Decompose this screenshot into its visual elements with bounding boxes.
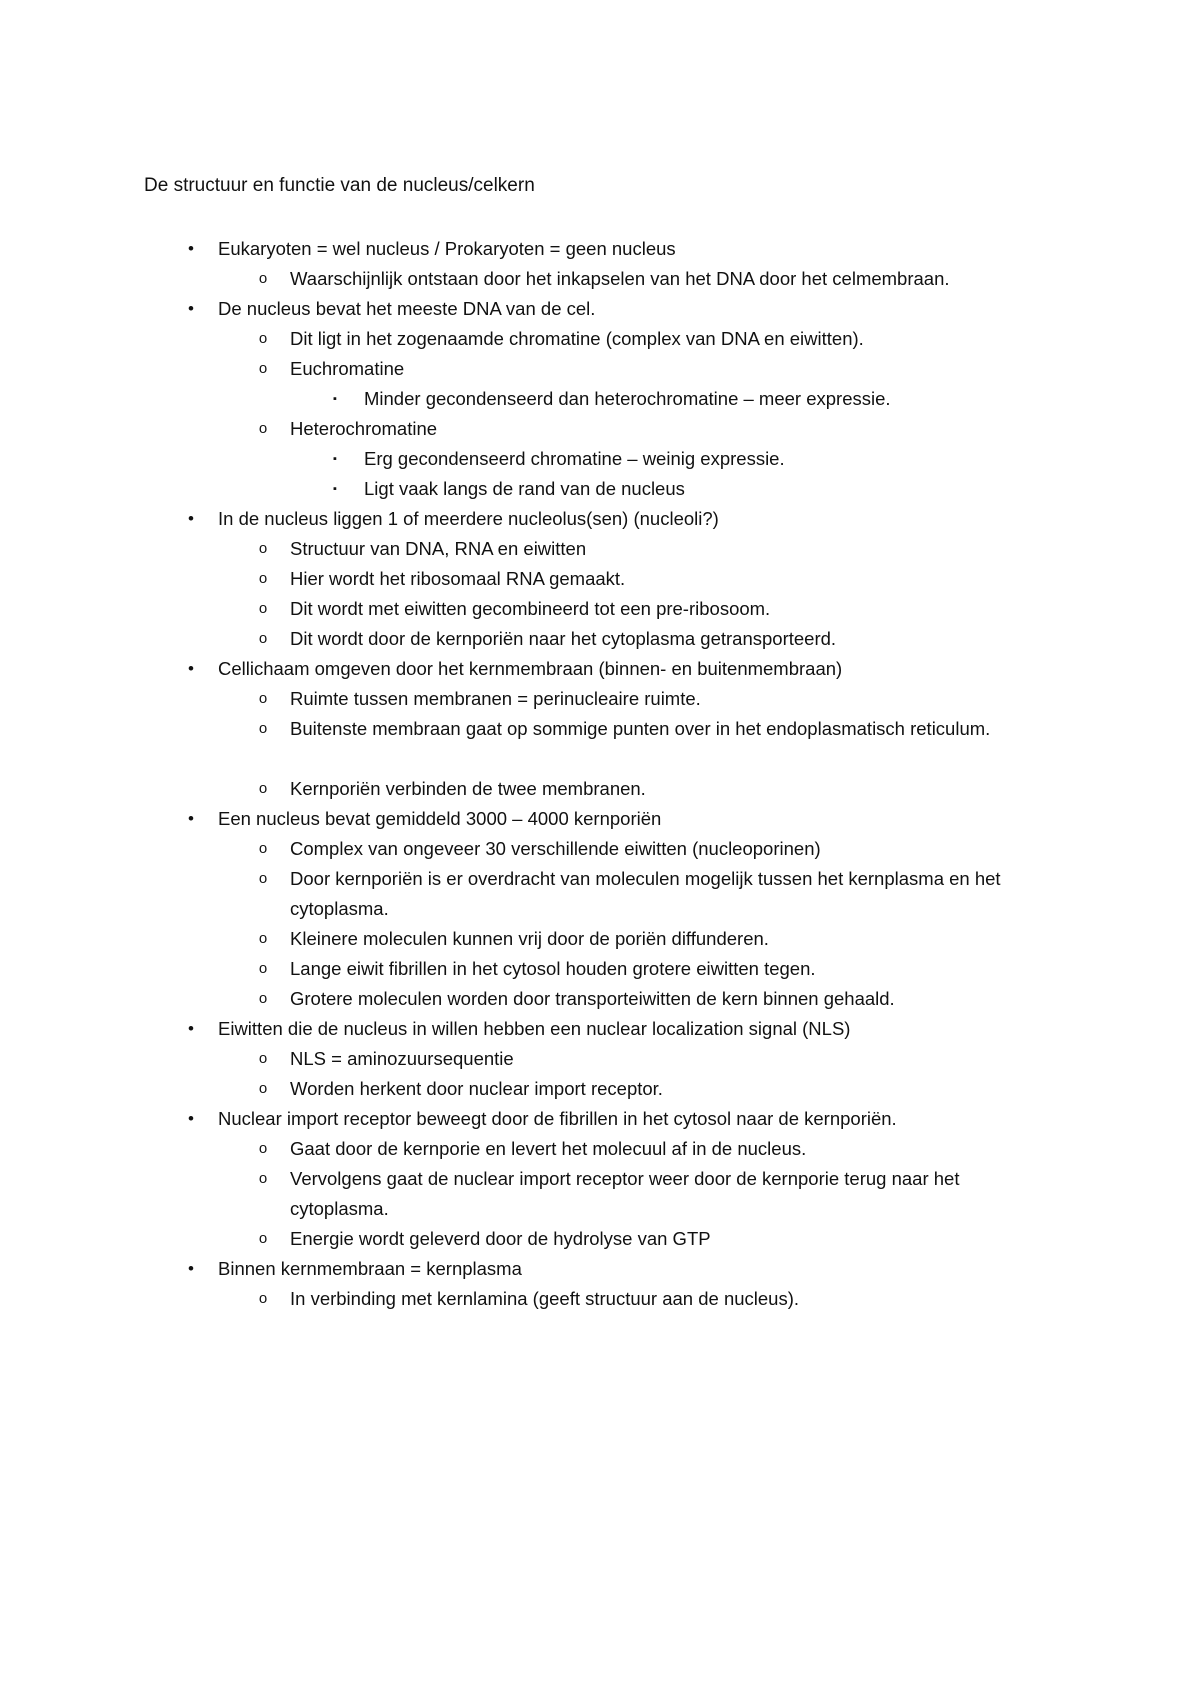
list-item-level-1 [0, 234, 1200, 264]
level-2-bullet-marker: o [258, 720, 268, 737]
list-item-level-2 [0, 564, 1200, 594]
level-1-bullet-marker: • [188, 239, 194, 258]
list-item-text: Een nucleus bevat gemiddeld 3000 – 4000 kernporiën [218, 808, 662, 829]
level-2-bullet-marker: o [258, 1140, 268, 1157]
level-1-bullet-marker: • [188, 1259, 194, 1278]
level-1-bullet-marker: • [188, 809, 194, 828]
list-item-level-2 [0, 594, 1200, 624]
level-2-bullet-marker: o [258, 930, 268, 947]
list-item-text: Ligt vaak langs de rand van de nucleus [364, 478, 685, 499]
list-item-text: Grotere moleculen worden door transporteiwitten de kern binnen gehaald. [290, 988, 895, 1009]
list-item-text: Dit wordt met eiwitten gecombineerd tot een pre-ribosoom. [290, 598, 771, 619]
level-2-bullet-marker: o [258, 960, 268, 977]
list-item-level-2 [0, 1164, 1200, 1224]
level-2-bullet-marker: o [258, 690, 268, 707]
level-2-bullet-marker: o [258, 840, 268, 857]
list-item-text: Hier wordt het ribosomaal RNA gemaakt. [290, 568, 626, 589]
level-1-bullet-marker: • [188, 659, 194, 678]
list-item-level-2 [0, 954, 1200, 984]
list-item-level-2 [0, 774, 1200, 804]
list-item-text: De nucleus bevat het meeste DNA van de cel. [218, 298, 596, 319]
list-item-level-2 [0, 1224, 1200, 1254]
list-item-text: NLS = aminozuursequentie [290, 1048, 514, 1069]
level-2-bullet-marker: o [258, 780, 268, 797]
level-2-bullet-marker: o [258, 330, 268, 347]
list-item-text: Eukaryoten = wel nucleus / Prokaryoten = geen nucleus [218, 238, 676, 259]
list-item-level-1 [0, 1254, 1200, 1284]
level-2-bullet-marker: o [258, 1080, 268, 1097]
list-item-text: In verbinding met kernlamina (geeft structuur aan de nucleus). [290, 1288, 800, 1309]
level-1-bullet-marker: • [188, 509, 194, 528]
list-item-text: Cellichaam omgeven door het kernmembraan (binnen- en buitenmembraan) [218, 658, 843, 679]
list-item-level-2 [0, 534, 1200, 564]
list-item-level-1 [0, 1014, 1200, 1044]
list-item-level-1 [0, 654, 1200, 684]
list-item-level-2 [0, 924, 1200, 954]
list-item-text: Eiwitten die de nucleus in willen hebben een nuclear localization signal (NLS) [218, 1018, 851, 1039]
level-2-bullet-marker: o [258, 630, 268, 647]
level-1-bullet-marker: • [188, 299, 194, 318]
list-item-level-1 [0, 804, 1200, 834]
list-item-level-2 [0, 1134, 1200, 1164]
list-item-level-2 [0, 1074, 1200, 1104]
level-3-bullet-marker: ▪ [333, 483, 337, 495]
level-2-bullet-marker: o [258, 870, 268, 887]
list-item-text: Dit ligt in het zogenaamde chromatine (complex van DNA en eiwitten). [290, 328, 864, 349]
list-item-level-1 [0, 504, 1200, 534]
list-item-text: Kernporiën verbinden de twee membranen. [290, 778, 646, 799]
list-item-level-3 [0, 474, 1200, 504]
list-item-text: Nuclear import receptor beweegt door de fibrillen in het cytosol naar de kernporiën. [218, 1108, 897, 1129]
bullet-outline [0, 234, 1200, 1314]
list-item-level-2 [0, 714, 1200, 774]
level-2-bullet-marker: o [258, 570, 268, 587]
list-item-text: Gaat door de kernporie en levert het molecuul af in de nucleus. [290, 1138, 807, 1159]
list-item-text: Buitenste membraan gaat op sommige punten over in het endoplasmatisch reticulum. [290, 718, 991, 739]
level-2-bullet-marker: o [258, 1170, 268, 1187]
list-item-text: Minder gecondenseerd dan heterochromatine – meer expressie. [364, 388, 891, 409]
level-2-bullet-marker: o [258, 990, 268, 1007]
list-item-level-2 [0, 684, 1200, 714]
list-item-level-2 [0, 354, 1200, 384]
level-3-bullet-marker: ▪ [333, 393, 337, 405]
list-item-level-2 [0, 864, 1200, 924]
list-item-level-2 [0, 324, 1200, 354]
level-2-bullet-marker: o [258, 420, 268, 437]
list-item-text: Lange eiwit fibrillen in het cytosol houden grotere eiwitten tegen. [290, 958, 816, 979]
level-3-bullet-marker: ▪ [333, 453, 337, 465]
list-item-level-2 [0, 264, 1200, 294]
list-item-text: Structuur van DNA, RNA en eiwitten [290, 538, 587, 559]
list-item-text: Worden herkent door nuclear import receptor. [290, 1078, 663, 1099]
level-2-bullet-marker: o [258, 540, 268, 557]
level-2-bullet-marker: o [258, 600, 268, 617]
list-item-text: Ruimte tussen membranen = perinucleaire ruimte. [290, 688, 701, 709]
level-2-bullet-marker: o [258, 1230, 268, 1247]
list-item-text: Heterochromatine [290, 418, 438, 439]
level-1-bullet-marker: • [188, 1109, 194, 1128]
list-item-level-2 [0, 1044, 1200, 1074]
list-item-level-3 [0, 444, 1200, 474]
level-2-bullet-marker: o [258, 360, 268, 377]
list-item-level-1 [0, 1104, 1200, 1134]
list-item-level-3 [0, 384, 1200, 414]
list-item-text: Kleinere moleculen kunnen vrij door de poriën diffunderen. [290, 928, 769, 949]
level-2-bullet-marker: o [258, 1050, 268, 1067]
list-item-text: Euchromatine [290, 358, 405, 379]
list-item-level-2 [0, 624, 1200, 654]
list-item-level-2 [0, 834, 1200, 864]
list-item-text: Door kernporiën is er overdracht van moleculen mogelijk tussen het kernplasma en het cytoplasma. [290, 868, 1001, 919]
list-item-level-2 [0, 414, 1200, 444]
list-item-level-2 [0, 984, 1200, 1014]
level-1-bullet-marker: • [188, 1019, 194, 1038]
level-2-bullet-marker: o [258, 270, 268, 287]
level-2-bullet-marker: o [258, 1290, 268, 1307]
list-item-text: Waarschijnlijk ontstaan door het inkapselen van het DNA door het celmembraan. [290, 268, 950, 289]
list-item-level-2 [0, 1284, 1200, 1314]
list-item-text: Binnen kernmembraan = kernplasma [218, 1258, 522, 1279]
list-item-text: Energie wordt geleverd door de hydrolyse van GTP [290, 1228, 711, 1249]
document-title: De structuur en functie van de nucleus/celkern [144, 175, 535, 196]
list-item-text: Complex van ongeveer 30 verschillende eiwitten (nucleoporinen) [290, 838, 821, 859]
list-item-text: Erg gecondenseerd chromatine – weinig expressie. [364, 448, 785, 469]
list-item-level-1 [0, 294, 1200, 324]
list-item-text: Dit wordt door de kernporiën naar het cytoplasma getransporteerd. [290, 628, 837, 649]
list-item-text: Vervolgens gaat de nuclear import receptor weer door de kernporie terug naar het cytoplasma. [290, 1168, 960, 1219]
list-item-text: In de nucleus liggen 1 of meerdere nucleolus(sen) (nucleoli?) [218, 508, 719, 529]
